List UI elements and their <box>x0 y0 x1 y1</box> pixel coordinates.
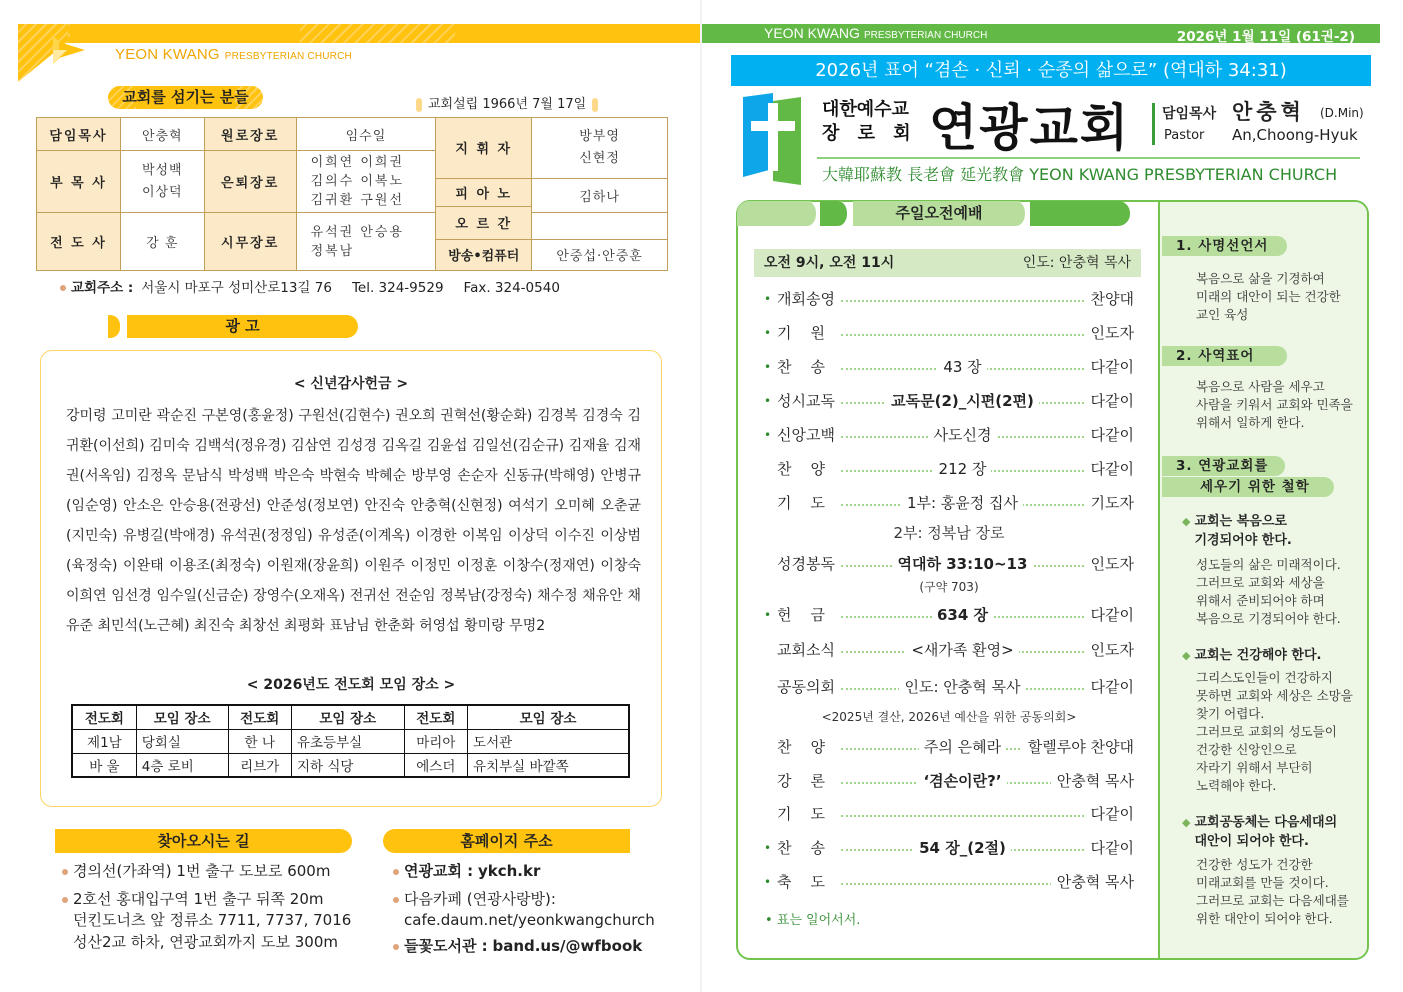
order-item-leader: 인도자 <box>1085 322 1134 344</box>
order-item-name: 찬 송 <box>777 839 826 857</box>
order-item-detail: 634 장 <box>932 606 993 624</box>
order-item-name: 헌 금 <box>777 606 826 624</box>
meeting-note: <2025년 결산, 2026년 예산을 위한 공동의회> <box>821 710 1077 724</box>
standing-bullet-icon: • <box>764 394 772 408</box>
ministry-motto-text: 복음으로 사람을 세우고 사람을 키워서 교회와 민족을 위해서 일하게 한다. <box>1196 379 1353 430</box>
order-item-leader: 다같이 <box>1085 458 1134 480</box>
label-associate-pastor: 부 목 사 <box>37 151 121 213</box>
direction-item: 경의선(가좌역) 1번 출구 도보로 600m <box>62 861 330 882</box>
divider-line <box>1152 103 1155 145</box>
order-item-leader: 할렐루야 찬양대 <box>1022 736 1134 758</box>
pastor-degree: (D.Min) <box>1320 106 1364 120</box>
order-item-leader: 다같이 <box>1085 676 1134 698</box>
order-item-name: 기 원 <box>777 324 826 342</box>
active-elders: 유석권 안승용 정복남 <box>296 213 436 271</box>
label-retired-elders: 은퇴장로 <box>204 151 296 213</box>
label-piano: 피 아 노 <box>436 178 532 206</box>
pastor-name-en: An,Choong-Hyuk <box>1232 126 1358 144</box>
order-item <box>764 458 1134 480</box>
order-item-detail: 1부: 홍윤정 집사 <box>902 494 1023 512</box>
order-item-detail: 사도신경 <box>929 426 997 444</box>
order-item-name: 개회송영 <box>777 290 835 308</box>
mission-title: 1. 사명선언서 <box>1162 236 1287 256</box>
order-item <box>764 837 1134 859</box>
servers-title: 교회를 섬기는 분들 <box>108 86 263 109</box>
direction-item: 2호선 홍대입구역 1번 출구 뒤쪽 20m <box>62 889 324 910</box>
standing-bullet-icon: • <box>764 608 772 622</box>
philosophy-text: 건강한 성도가 건강한 미래교회를 만들 것이다. 그러므로 교회는 다음세대를 위한 대안이 되어야 한다. <box>1196 857 1349 926</box>
retired-elders: 이희연 이희권 김의수 이복노 김귀환 구원선 <box>296 151 436 213</box>
philosophy-title-1: 3. 연광교회를 <box>1162 456 1285 476</box>
standing-bullet-icon: • <box>764 875 772 889</box>
cross-logo-icon <box>741 93 806 185</box>
prayer-second-service: 2부: 정복남 장로 <box>893 524 1005 542</box>
offering-heading: < 신년감사헌금 > <box>293 376 409 392</box>
label-elder-emeritus: 원로장로 <box>204 118 296 151</box>
order-item <box>764 736 1134 758</box>
pastor-en-label: Pastor <box>1164 128 1205 143</box>
header-rule <box>817 157 1360 159</box>
service-title: 주일오전예배 <box>853 201 1028 226</box>
tab-deco <box>820 201 850 226</box>
tab-deco <box>737 201 819 226</box>
direction-item-cont: 성산2교 하차, 연광교회까지 도보 300m <box>73 933 338 951</box>
label-active-elders: 시무장로 <box>204 213 296 271</box>
ministry-motto-title: 2. 사역표어 <box>1162 346 1287 366</box>
order-item <box>764 492 1134 514</box>
order-item-name: 기 도 <box>777 805 826 823</box>
direction-item-cont: 던킨도너츠 앞 정류소 7711, 7737, 7016 <box>73 911 352 929</box>
label-conductor: 지 휘 자 <box>436 118 532 179</box>
pastor-label: 담임목사 <box>1162 106 1217 122</box>
denomination: 대한예수교 장 로 회 <box>822 99 917 144</box>
dotted-leader <box>841 334 1084 336</box>
order-item <box>764 676 1134 698</box>
order-item <box>764 553 1134 575</box>
standing-bullet-icon: • <box>764 428 772 442</box>
order-item <box>764 770 1134 792</box>
order-item-name: 신앙고백 <box>777 426 835 444</box>
order-item-leader: 다같이 <box>1085 803 1134 825</box>
conductor: 방부영 신현정 <box>532 118 668 179</box>
donor-list: 강미령 고미란 곽순진 구본영(홍윤정) 구원선(김현수) 권오희 권혁선(황순화) 김경복 김경숙 김귀환(이선희) 김미숙 김백석(정유경) 김삼연 김성경 김옥길 김윤섭 김일선(김순규) 김재율 김재권(서옥임) 김정옥 문남식 박성백 박은숙 박현숙 박혜순 방부영 손순자 신동규(박해영) 안병규(임순영) 안소은 안승용(전광선) 안준성(정보연) 안진숙 안충혁(신현정) 여석기 오미혜 오춘균(지민숙) 유병길(박애경) 유석권(정정임) 유성준(이계옥) 이경한 이복임 이상덕 이수진 이상범(육정숙) 이완태 이용조(최정숙) 이원재(장윤희) 이원주 이정민 이정훈 이창수(정재연) 이창숙 이희연 임선경 임수일(신금순) 장영수(오재옥) 전귀선 전순임 정복남(강정숙) 채수정 채유안 채유준 최민석(노근혜) 최진숙 최창선 최평화 표남님 한춘화 허영섭 황미랑 무명2 <box>66 408 641 634</box>
philosophy-point: ◆ 교회공동체는 다음세대의 대안이 되어야 한다. <box>1182 815 1338 849</box>
order-item-detail: <새가족 환영> <box>906 641 1018 659</box>
evangelist: 강 훈 <box>120 213 204 271</box>
dotted-leader <box>841 883 1084 885</box>
order-item-name: 축 도 <box>777 873 826 891</box>
standing-bullet-icon: • <box>764 292 772 306</box>
diamond-icon: ◆ <box>1182 515 1191 528</box>
order-item-detail: 인도: 안충혁 목사 <box>899 678 1025 696</box>
philosophy-text: 그리스도인들이 건강하지 못하면 교회와 세상은 소망을 찾기 어렵다. 그러므로 교회의 성도들이 건강한 신앙인으로 자라기 위해서 부단히 노력해야 한다. <box>1196 670 1353 793</box>
philosophy-title-2: 세우기 위한 철학 <box>1162 477 1334 497</box>
announcements-title: 광 고 <box>108 315 358 338</box>
table-row: 바 울 4층 로비 리브가 지하 식당 에스더 유치부실 바깥쪽 <box>72 753 629 777</box>
church-address: 교회주소 : 서울시 마포구 성미산로13길 76 Tel. 324-9529 Fax. 324-0540 <box>60 276 560 296</box>
philosophy-point: ◆ 교회는 건강해야 한다. <box>1182 648 1322 663</box>
right-brand: YEON KWANG PRESBYTERIAN CHURCH <box>764 25 988 41</box>
label-evangelist: 전 도 사 <box>37 213 121 271</box>
senior-pastor: 안충혁 <box>120 118 204 151</box>
order-item-name: 기 도 <box>777 494 826 512</box>
standing-bullet-icon: • <box>764 360 772 374</box>
homepage-link-cafe[interactable]: 다음카페 (연광사랑방): cafe.daum.net/yeonkwangchurch <box>393 889 655 931</box>
order-item-leader: 안충혁 목사 <box>1051 770 1134 792</box>
homepage-link-library[interactable]: 들꽃도서관 : band.us/@wfbook <box>393 936 642 957</box>
piano-organ: 김하나 <box>532 178 668 212</box>
service-header: 오전 9시, 오전 11시 인도: 안충혁 목사 <box>754 249 1141 277</box>
order-item-name: 찬 양 <box>777 460 826 478</box>
order-item-detail: 역대하 33:10~13 <box>893 555 1033 573</box>
order-item-leader: 기도자 <box>1085 492 1134 514</box>
order-item-name: 공동의회 <box>777 678 835 696</box>
announcements-box <box>40 350 662 807</box>
left-header-band <box>25 24 700 43</box>
scripture-page: (구약 703) <box>919 580 979 594</box>
directions-title: 찾아오시는 길 <box>55 829 352 853</box>
left-brand: YEON KWANG PRESBYTERIAN CHURCH <box>115 46 352 63</box>
bulletin-date: 2026년 1월 11일 (61권-2) <box>1176 29 1355 45</box>
meeting-heading: < 2026년도 전도회 모임 장소 > <box>246 677 456 693</box>
order-item <box>764 871 1134 893</box>
order-item-detail: 43 장 <box>938 358 986 376</box>
order-item <box>764 288 1134 310</box>
dotted-leader <box>841 815 1084 817</box>
page-divider <box>700 0 702 992</box>
standing-bullet-icon: • <box>764 326 772 340</box>
elder-emeritus: 임수일 <box>296 118 436 151</box>
philosophy-point: ◆ 교회는 복음으로 기경되어야 한다. <box>1182 514 1292 548</box>
order-item <box>764 639 1134 661</box>
order-item-leader: 다같이 <box>1085 837 1134 859</box>
order-item-detail: ‘겸손이란?’ <box>918 772 1006 790</box>
order-item-detail: 주의 은혜라 <box>919 738 1006 756</box>
stand-note: • 표는 일어서서. <box>765 913 861 928</box>
homepage-link-church[interactable]: 연광교회 : ykch.kr <box>393 861 540 882</box>
order-item <box>764 424 1134 446</box>
order-item-name: 성시교독 <box>777 392 835 410</box>
diamond-icon: ◆ <box>1182 649 1191 662</box>
diamond-icon: ◆ <box>1182 816 1191 829</box>
order-item <box>764 356 1134 378</box>
order-item-detail: 교독문(2)_시편(2편) <box>886 392 1039 410</box>
dotted-leader <box>841 300 1084 302</box>
church-name-hanja: 大韓耶蘇教 長老會 延光教會 YEON KWANG PRESBYTERIAN CHURCH <box>822 165 1338 184</box>
order-item-name: 성경봉독 <box>777 555 835 573</box>
pastor-name: 안충혁 <box>1232 100 1305 124</box>
order-item-name: 강 론 <box>777 772 826 790</box>
associate-pastor: 박성백 이상덕 <box>120 151 204 213</box>
label-organ: 오 르 간 <box>436 206 532 239</box>
annual-motto: 2026년 표어 “겸손 · 신뢰 · 순종의 삶으로” (역대하 34:31) <box>731 55 1371 86</box>
order-item-leader: 인도자 <box>1085 639 1134 661</box>
founding-date: 교회설립 1966년 7월 17일 <box>410 93 604 112</box>
order-item-name: 찬 양 <box>777 738 826 756</box>
order-item <box>764 322 1134 344</box>
order-item-name: 찬 송 <box>777 358 826 376</box>
tab-deco <box>1030 201 1130 226</box>
label-broadcast: 방송•컴퓨터 <box>436 239 532 270</box>
homepage-title: 홈페이지 주소 <box>383 829 630 853</box>
church-logo-icon <box>53 30 85 70</box>
order-item-leader: 다같이 <box>1085 604 1134 626</box>
order-item <box>764 803 1134 825</box>
standing-bullet-icon: • <box>764 841 772 855</box>
meeting-table: 전도회 모임 장소 전도회 모임 장소 전도회 모임 장소 제1남 당회실 한 나 유초등부실 마리아 도서관 바 울 4층 로비 리브가 지하 식당 에스더 유치부실 바깥쪽 <box>71 704 630 778</box>
order-item-detail: 212 장 <box>934 460 992 478</box>
table-row: 제1남 당회실 한 나 유초등부실 마리아 도서관 <box>72 729 629 753</box>
church-name: 연광교회 <box>929 99 1131 157</box>
order-item-detail: 54 장_(2절) <box>914 839 1011 857</box>
order-item-leader: 안충혁 목사 <box>1051 871 1134 893</box>
order-item-name: 교회소식 <box>777 641 835 659</box>
label-senior-pastor: 담임목사 <box>37 118 121 151</box>
order-item-leader: 다같이 <box>1085 356 1134 378</box>
order-item <box>764 390 1134 412</box>
order-item-leader: 다같이 <box>1085 390 1134 412</box>
order-item-leader: 다같이 <box>1085 424 1134 446</box>
right-header-band <box>702 24 1380 43</box>
philosophy-text: 성도들의 삶은 미래적이다. 그러므로 교회와 세상을 위해서 준비되어야 하며 복음으로 기경되어야 한다. <box>1196 557 1341 626</box>
order-item <box>764 604 1134 626</box>
staff-table <box>36 117 668 271</box>
order-item-leader: 찬양대 <box>1085 288 1134 310</box>
order-item-leader: 인도자 <box>1085 553 1134 575</box>
mission-text: 복음으로 삶을 기경하여 미래의 대안이 되는 건강한 교인 육성 <box>1196 271 1341 322</box>
broadcast: 안중섭·안중훈 <box>532 239 668 270</box>
